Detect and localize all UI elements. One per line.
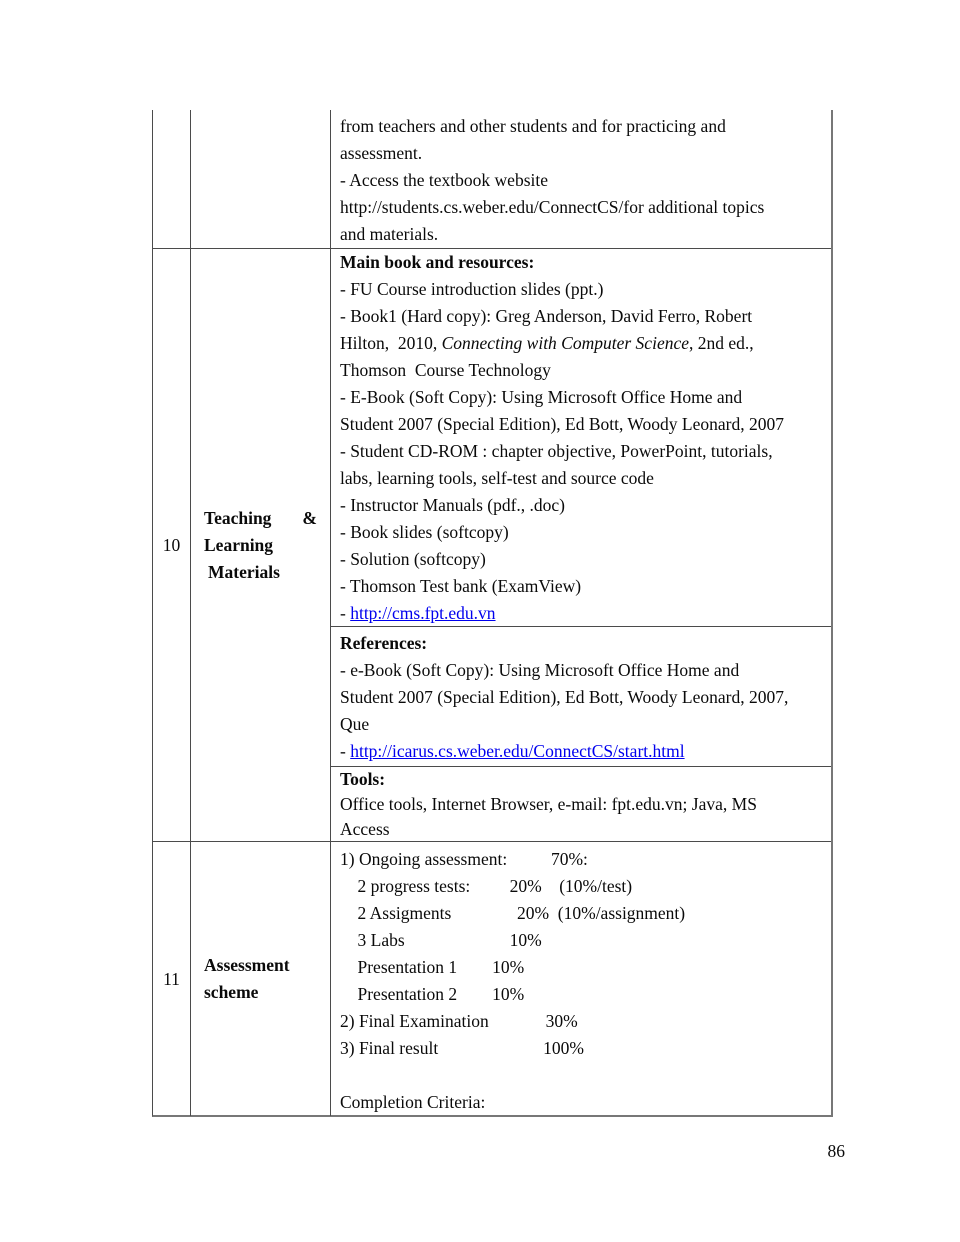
- table-row-11: [153, 842, 831, 1116]
- text-line: Que: [340, 714, 370, 734]
- row-number-cell: [153, 842, 191, 1116]
- text-line: Student 2007 (Special Edition), Ed Bott, Woody Leonard, 2007: [340, 414, 784, 434]
- assessment-line: Presentation 1 10%: [340, 957, 525, 977]
- assessment-line: 3 Labs 10%: [340, 930, 542, 950]
- row-label-cell: [191, 842, 331, 1116]
- text-line: Student 2007 (Special Edition), Ed Bott, Woody Leonard, 2007,: [340, 687, 789, 707]
- assessment-line: 2 progress tests: 20% (10%/test): [340, 876, 633, 896]
- icarus-weber-link[interactable]: http://icarus.cs.weber.edu/ConnectCS/start.html: [350, 741, 685, 761]
- book-title-italic: Connecting with Computer Science: [441, 333, 689, 353]
- syllabus-table: [152, 110, 833, 1117]
- label-word: Teaching: [204, 507, 272, 528]
- assessment-content-cell: [331, 842, 831, 1116]
- text-run: Hilton, 2010,: [340, 333, 442, 353]
- text-line: - Book1 (Hard copy): Greg Anderson, David Ferro, Robert: [340, 306, 753, 326]
- section-heading: Tools:: [340, 769, 386, 789]
- section-heading: Main book and resources:: [340, 252, 535, 272]
- tools-section: [331, 767, 831, 841]
- text-line-with-italic: [340, 330, 827, 357]
- text-line: from teachers and other students and for practicing and: [340, 116, 726, 136]
- label-ampersand: &: [302, 507, 317, 528]
- text-line: - Instructor Manuals (pdf., .doc): [340, 495, 566, 515]
- link-line: [340, 600, 827, 627]
- text-line: - E-Book (Soft Copy): Using Microsoft Office Home and: [340, 387, 743, 407]
- text-line: and materials.: [340, 224, 439, 244]
- assessment-line: Presentation 2 10%: [340, 984, 525, 1004]
- row-label-cell: [191, 249, 331, 841]
- row-number-cell-empty: [153, 110, 191, 248]
- text-run: , 2nd ed.,: [689, 333, 754, 353]
- textbook-url-text: http://students.cs.weber.edu/ConnectCS/for additional topics: [340, 197, 765, 217]
- section-heading: References:: [340, 633, 428, 653]
- assessment-line: 2 Assigments 20% (10%/assignment): [340, 903, 686, 923]
- carryover-content-cell: [331, 110, 831, 248]
- assessment-line: 3) Final result 100%: [340, 1038, 585, 1058]
- row-number: 10: [162, 534, 181, 555]
- label-line: Assessment: [204, 955, 290, 975]
- label-line: [204, 505, 317, 532]
- completion-criteria-line: Completion Criteria:: [340, 1092, 486, 1112]
- label-line: Learning: [204, 534, 274, 555]
- text-line: - Solution (softcopy): [340, 549, 486, 569]
- table-row-10: [153, 249, 831, 842]
- text-line: - FU Course introduction slides (ppt.): [340, 279, 604, 299]
- row-number: 11: [163, 968, 180, 989]
- table-row-carryover: [153, 110, 831, 249]
- assessment-line: 1) Ongoing assessment: 70%:: [340, 849, 588, 869]
- text-line: - Book slides (softcopy): [340, 522, 509, 542]
- page-number: 86: [827, 1141, 845, 1161]
- row-number-cell: [153, 249, 191, 841]
- row-label-cell-empty: [191, 110, 331, 248]
- row-label: [204, 952, 317, 1006]
- cms-fpt-link[interactable]: http://cms.fpt.edu.vn: [350, 603, 496, 623]
- text-line: - Access the textbook website: [340, 170, 549, 190]
- link-line: [340, 738, 827, 765]
- list-dash: -: [340, 741, 351, 761]
- materials-content-cell: [331, 249, 831, 841]
- label-line: Materials: [208, 561, 280, 582]
- main-book-section: [331, 249, 831, 627]
- row-label: [204, 505, 317, 586]
- text-line: Office tools, Internet Browser, e-mail: fpt.edu.vn; Java, MS: [340, 794, 757, 814]
- text-line: labs, learning tools, self-test and source code: [340, 468, 654, 488]
- references-section: [331, 627, 831, 767]
- label-line: scheme: [204, 982, 259, 1002]
- assessment-line: 2) Final Examination 30%: [340, 1011, 578, 1031]
- text-line: assessment.: [340, 143, 423, 163]
- text-line: - Student CD-ROM : chapter objective, PowerPoint, tutorials,: [340, 441, 773, 461]
- text-line: - e-Book (Soft Copy): Using Microsoft Office Home and: [340, 660, 740, 680]
- text-line: Thomson Course Technology: [340, 360, 551, 380]
- text-line: Access: [340, 819, 390, 839]
- list-dash: -: [340, 603, 351, 623]
- text-line: - Thomson Test bank (ExamView): [340, 576, 582, 596]
- blank-line: [340, 1062, 827, 1089]
